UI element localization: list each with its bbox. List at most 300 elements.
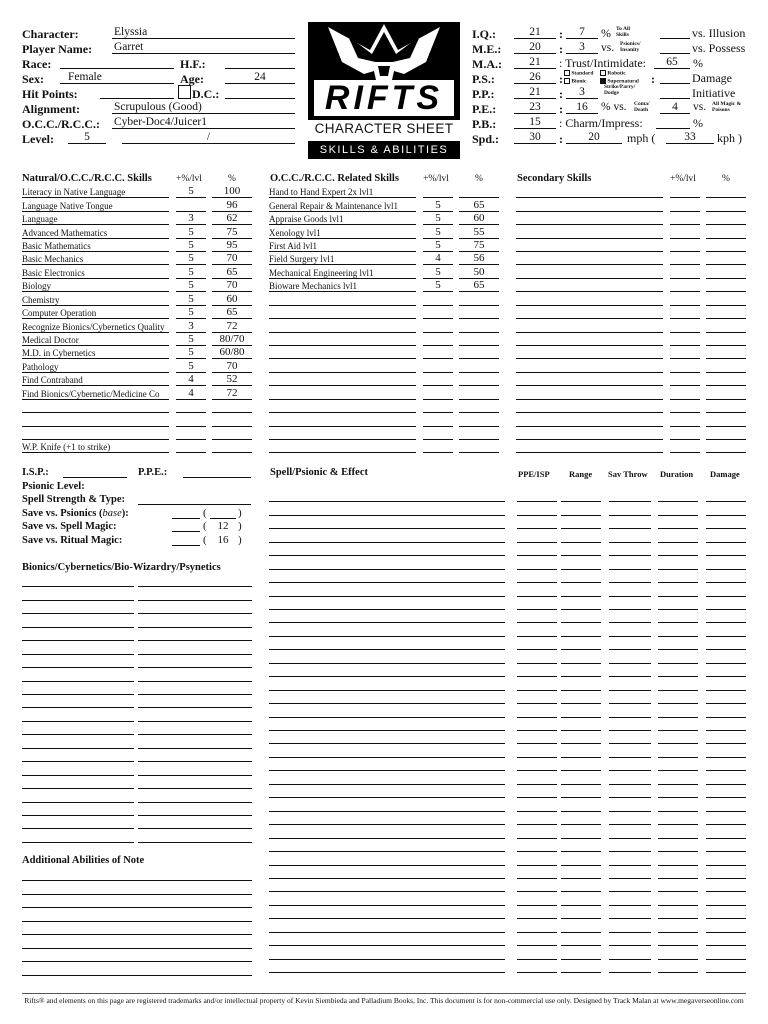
additional-row[interactable]: [22, 868, 252, 881]
occ-skill-row[interactable]: [269, 266, 499, 279]
occ-skill-row[interactable]: [269, 319, 499, 332]
me-right-label: vs. Possess: [692, 41, 746, 55]
me-vs: vs.: [601, 42, 615, 54]
natural-skill-name: Basic Electronics: [22, 267, 85, 278]
player-label: Player Name:: [22, 42, 93, 56]
spd-mph: 20: [588, 131, 600, 143]
natural-skill-pct: 62: [226, 212, 238, 225]
me-value: 20: [529, 41, 541, 53]
spd-label: Spd.:: [472, 132, 500, 146]
spd-mph-label: mph (: [627, 131, 656, 145]
natural-skill-pct: 70: [226, 252, 238, 265]
pe-note: Coma/ Death: [634, 101, 650, 113]
spells-col-duration: Duration: [660, 469, 694, 479]
pe-field[interactable]: [514, 102, 556, 114]
natural-skill-name: Computer Operation: [22, 308, 97, 319]
bionic-row[interactable]: [22, 587, 252, 600]
spell-row[interactable]: [269, 704, 746, 717]
ps-supernatural-option[interactable]: Supernatural: [600, 78, 639, 85]
pe-magic-field[interactable]: [660, 102, 690, 114]
additional-header: Additional Abilities of Note: [22, 855, 145, 866]
spell-row[interactable]: [269, 893, 746, 906]
natural-skill-row[interactable]: [22, 185, 252, 198]
occ-label: O.C.C./R.C.C.:: [22, 117, 100, 131]
occ-skill-pct: 75: [473, 239, 485, 252]
natural-skill-name: Chemistry: [22, 294, 60, 305]
iq-illusion-field[interactable]: [660, 27, 690, 39]
spd-kph-label: kph ): [717, 131, 742, 145]
me-bonus-field[interactable]: [566, 42, 598, 54]
secondary-skill-row[interactable]: [516, 239, 746, 252]
spell-row[interactable]: [269, 543, 746, 556]
natural-skill-lvl: 5: [188, 279, 194, 292]
bionics-header: Bionics/Cybernetics/Bio-Wizardry/Psynetics: [22, 562, 221, 573]
isp-field[interactable]: [63, 466, 127, 478]
natural-skill-pct: 100: [223, 185, 241, 198]
natural-skill-lvl: 4: [188, 386, 194, 399]
bionic-row[interactable]: [22, 695, 252, 708]
spell-row[interactable]: [269, 785, 746, 798]
occ-skills-header: O.C.C./R.C.C. Related Skills: [270, 173, 399, 184]
ma-label: M.A.:: [472, 57, 502, 71]
natural-skill-row[interactable]: [22, 319, 252, 332]
spell-strength-field[interactable]: [138, 493, 251, 505]
bionic-row[interactable]: [22, 614, 252, 627]
iq-note: To All Skills: [616, 26, 631, 38]
spell-row[interactable]: [269, 570, 746, 583]
pp-field[interactable]: [514, 87, 556, 99]
spell-row[interactable]: [269, 516, 746, 529]
secondary-skill-row[interactable]: [516, 198, 746, 211]
occ-skill-row[interactable]: [269, 333, 499, 346]
iq-unit: %: [601, 26, 611, 40]
spell-row[interactable]: [269, 745, 746, 758]
occ-skill-name: Mechanical Engineering lvl1: [269, 267, 374, 278]
bionic-row[interactable]: [22, 789, 252, 802]
ppe-field[interactable]: [183, 466, 251, 478]
additional-row[interactable]: [22, 922, 252, 935]
spell-row[interactable]: [269, 798, 746, 811]
ma-trust-field[interactable]: [654, 57, 690, 69]
spd-kph-field[interactable]: [666, 132, 714, 144]
pe-bonus-field[interactable]: [566, 102, 598, 114]
natural-skill-pct: 70: [226, 359, 238, 372]
pp-initiative-label: Initiative: [692, 86, 736, 100]
occ-skill-pct: 56: [473, 252, 485, 265]
spd-field[interactable]: [514, 132, 556, 144]
bionic-row[interactable]: [22, 722, 252, 735]
ps-field[interactable]: [514, 72, 556, 84]
save-ritual-field[interactable]: [172, 534, 200, 546]
bionic-row[interactable]: [22, 709, 252, 722]
pb-charm-field[interactable]: [656, 117, 690, 129]
occ-skill-row[interactable]: [269, 359, 499, 372]
additional-row[interactable]: [22, 935, 252, 948]
bionic-row[interactable]: [22, 574, 252, 587]
occ-skill-row[interactable]: [269, 212, 499, 225]
secondary-skill-row[interactable]: [516, 279, 746, 292]
spell-row[interactable]: [269, 677, 746, 690]
natural-skill-lvl: 3: [188, 212, 194, 225]
natural-skill-row[interactable]: [22, 292, 252, 305]
dc-label: D.C.:: [192, 87, 220, 101]
secondary-skill-row[interactable]: [516, 319, 746, 332]
occ-skill-name: First Aid lvl1: [269, 241, 318, 252]
secondary-lvl-header: +%/lvl: [670, 174, 696, 184]
secondary-skill-row[interactable]: [516, 440, 746, 453]
save-ritual-value: 16: [217, 534, 229, 546]
occ-skill-name: Xenology lvl1: [269, 227, 321, 238]
occ-skill-lvl: 5: [435, 212, 441, 225]
race-label: Race:: [22, 57, 52, 71]
occ-skill-row[interactable]: [269, 279, 499, 292]
secondary-skill-row[interactable]: [516, 292, 746, 305]
sheet-title: CHARACTER SHEET: [314, 121, 454, 136]
spell-row[interactable]: [269, 597, 746, 610]
iq-bonus-field[interactable]: [566, 27, 598, 39]
spell-row[interactable]: [269, 650, 746, 663]
natural-skill-row[interactable]: [22, 440, 252, 453]
additional-row[interactable]: [22, 881, 252, 894]
iq-field[interactable]: [514, 27, 556, 39]
iq-right-label: vs. Illusion: [692, 26, 746, 40]
sex-field[interactable]: [60, 72, 174, 84]
spell-row[interactable]: [269, 583, 746, 596]
character-label: Character:: [22, 27, 79, 41]
natural-skill-lvl: 5: [188, 225, 194, 238]
natural-skill-name: W.P. Knife (+1 to strike): [22, 442, 111, 453]
natural-skill-name: Language Native Tongue: [22, 200, 113, 211]
occ-skill-row[interactable]: [269, 252, 499, 265]
race-field[interactable]: [60, 57, 174, 69]
natural-skill-pct: 95: [226, 239, 238, 252]
natural-skill-pct: 60: [226, 292, 238, 305]
occ-skill-row[interactable]: [269, 225, 499, 238]
natural-skill-row[interactable]: [22, 386, 252, 399]
spell-row[interactable]: [269, 906, 746, 919]
hf-field[interactable]: [225, 57, 295, 69]
occ-skill-row[interactable]: [269, 386, 499, 399]
character-name: Elyssia: [114, 26, 148, 38]
natural-skill-pct: 75: [226, 225, 238, 238]
pe-label: P.E.:: [472, 102, 497, 116]
bionic-row[interactable]: [22, 762, 252, 775]
secondary-skill-row[interactable]: [516, 252, 746, 265]
natural-skill-name: Advanced Mathematics: [22, 227, 108, 238]
occ-skill-row[interactable]: [269, 292, 499, 305]
spell-row[interactable]: [269, 933, 746, 946]
natural-skill-lvl: 5: [188, 239, 194, 252]
natural-skill-row[interactable]: [22, 427, 252, 440]
natural-skill-row[interactable]: [22, 346, 252, 359]
natural-skill-pct: 72: [226, 319, 238, 332]
occ-skill-name: Field Surgery lvl1: [269, 254, 335, 265]
natural-skills-header: Natural/O.C.C./R.C.C. Skills: [22, 173, 152, 184]
occ-skill-name: General Repair & Maintenance lvl1: [269, 200, 398, 211]
natural-skill-pct: 72: [226, 386, 238, 399]
natural-skill-row[interactable]: [22, 413, 252, 426]
occ-skill-lvl: 5: [435, 198, 441, 211]
occ-skill-lvl: 4: [435, 252, 441, 265]
logo-emblem: [308, 22, 460, 120]
natural-skill-lvl: 3: [188, 319, 194, 332]
spell-row[interactable]: [269, 610, 746, 623]
copyright-footer: Rifts® and elements on this page are registered trademarks and/or intellectual property of Kevin Siembieda and Palladium Books, Inc. This document is for non-commercial use only. Designed by Track Malan at www.megaverseonline.com: [22, 993, 746, 1005]
pb-field[interactable]: [514, 117, 556, 129]
natural-skill-name: Basic Mechanics: [22, 254, 84, 265]
pe-bonus: 16: [576, 101, 588, 113]
character-field[interactable]: [112, 27, 295, 39]
natural-skill-lvl: 5: [188, 306, 194, 319]
save-spell-field[interactable]: [172, 520, 200, 532]
spells-col-ppe: PPE/ISP: [518, 469, 550, 479]
sheet-subtitle: SKILLS & ABILITIES: [308, 141, 460, 159]
age-field[interactable]: [225, 72, 295, 84]
secondary-skill-row[interactable]: [516, 346, 746, 359]
pe-note2: All Magic & Poisons: [712, 101, 742, 113]
spells-header: Spell/Psionic & Effect: [270, 467, 368, 478]
secondary-skill-row[interactable]: [516, 373, 746, 386]
occ-skill-row[interactable]: [269, 346, 499, 359]
ma-trust-label: : Trust/Intimidate:: [559, 56, 647, 70]
sdc-checkbox[interactable]: [178, 85, 191, 99]
spd-value: 30: [529, 131, 541, 143]
natural-skill-row[interactable]: [22, 306, 252, 319]
occ-skill-row[interactable]: [269, 198, 499, 211]
ps-bionic-option[interactable]: Bionic: [564, 78, 586, 85]
spell-row[interactable]: [269, 502, 746, 515]
natural-skill-name: M.D. in Cybernetics: [22, 348, 96, 359]
hf-label: H.F.:: [180, 57, 206, 71]
additional-row[interactable]: [22, 962, 252, 975]
occ-value: Cyber-Doc4/Juicer1: [114, 116, 208, 128]
ma-value: 21: [529, 56, 541, 68]
pe-unit: % vs.: [601, 101, 627, 113]
occ-skill-row[interactable]: [269, 185, 499, 198]
pe-vs2: vs.: [693, 101, 707, 113]
pp-bonus-field[interactable]: [566, 87, 598, 99]
ppe-label: P.P.E.:: [138, 467, 168, 478]
natural-skill-row[interactable]: [22, 359, 252, 372]
additional-row[interactable]: [22, 908, 252, 921]
secondary-skill-row[interactable]: [516, 225, 746, 238]
spell-row[interactable]: [269, 758, 746, 771]
natural-skill-pct: 60/80: [219, 346, 245, 359]
secondary-skill-row[interactable]: [516, 427, 746, 440]
natural-skill-pct: 80/70: [219, 333, 245, 345]
secondary-skill-row[interactable]: [516, 386, 746, 399]
secondary-pct-header: %: [722, 174, 730, 184]
player-field[interactable]: [112, 42, 295, 54]
bionic-row[interactable]: [22, 655, 252, 668]
sex-value: Female: [68, 71, 102, 83]
bionic-row[interactable]: [22, 735, 252, 748]
bionic-row[interactable]: [22, 601, 252, 614]
secondary-skill-row[interactable]: [516, 359, 746, 372]
occ-skill-row[interactable]: [269, 413, 499, 426]
occ-skill-pct: 60: [473, 212, 485, 225]
spell-row[interactable]: [269, 919, 746, 932]
occ-field[interactable]: [112, 117, 295, 129]
occ-skill-row[interactable]: [269, 306, 499, 319]
natural-skill-row[interactable]: [22, 333, 252, 346]
bionic-row[interactable]: [22, 682, 252, 695]
occ-skill-row[interactable]: [269, 373, 499, 386]
save-psionics-label: Save vs. Psionics (base):: [22, 508, 129, 519]
me-label: M.E.:: [472, 42, 502, 56]
natural-skill-name: Find Bionics/Cybernetic/Medicine Co: [22, 388, 160, 399]
save-spell-label: Save vs. Spell Magic:: [22, 521, 117, 532]
secondary-skills-header: Secondary Skills: [517, 173, 592, 184]
spell-row[interactable]: [269, 624, 746, 637]
natural-skill-lvl: 5: [188, 252, 194, 265]
natural-skill-row[interactable]: [22, 212, 252, 225]
alignment-value: Scrupulous (Good): [114, 101, 202, 113]
occ-skill-lvl: 5: [435, 225, 441, 238]
bionic-row[interactable]: [22, 776, 252, 789]
natural-skill-name: Biology: [22, 281, 52, 292]
natural-skill-pct: 65: [226, 306, 238, 319]
spell-row[interactable]: [269, 946, 746, 959]
natural-skill-name: Medical Doctor: [22, 335, 79, 345]
occ-skill-pct: 65: [473, 279, 485, 292]
natural-skill-lvl: 5: [188, 359, 194, 372]
ma-trust-value: 65: [666, 56, 678, 68]
save-psionics-field[interactable]: [172, 507, 200, 519]
additional-row[interactable]: [22, 895, 252, 908]
occ-skill-lvl: 5: [435, 265, 441, 278]
occ-skill-row[interactable]: [269, 440, 499, 453]
natural-skill-row[interactable]: [22, 373, 252, 386]
spell-row[interactable]: [269, 825, 746, 838]
secondary-skill-row[interactable]: [516, 266, 746, 279]
pb-charm-label: : Charm/Impress:: [559, 116, 643, 130]
me-possess-field[interactable]: [660, 42, 690, 54]
occ-skill-pct: 55: [473, 225, 485, 238]
iq-bonus: 7: [579, 26, 585, 38]
natural-skill-pct: 65: [226, 265, 238, 278]
ps-value: 26: [529, 71, 541, 83]
level-field[interactable]: [68, 132, 106, 144]
level-separator: /: [206, 131, 211, 143]
spell-row[interactable]: [269, 866, 746, 879]
isp-label: I.S.P.:: [22, 467, 49, 478]
level-secondary-field[interactable]: [122, 132, 295, 144]
natural-skill-row[interactable]: [22, 239, 252, 252]
spell-row[interactable]: [269, 879, 746, 892]
natural-skill-row[interactable]: [22, 198, 252, 211]
spell-row[interactable]: [269, 960, 746, 973]
bionic-row[interactable]: [22, 803, 252, 816]
player-name: Garret: [114, 41, 144, 53]
spell-row[interactable]: [269, 839, 746, 852]
spell-row[interactable]: [269, 637, 746, 650]
secondary-skill-row[interactable]: [516, 185, 746, 198]
occ-skill-pct: 50: [473, 265, 485, 278]
natural-skill-pct: 96: [226, 198, 238, 211]
bionic-row[interactable]: [22, 816, 252, 829]
ps-damage-field[interactable]: [660, 72, 690, 84]
natural-skill-row[interactable]: [22, 266, 252, 279]
secondary-skill-row[interactable]: [516, 333, 746, 346]
bionic-row[interactable]: [22, 830, 252, 843]
bionic-row[interactable]: [22, 749, 252, 762]
spell-row[interactable]: [269, 852, 746, 865]
age-label: Age:: [180, 72, 204, 86]
natural-skill-pct: 70: [226, 279, 238, 292]
spell-row[interactable]: [269, 556, 746, 569]
secondary-skill-row[interactable]: [516, 306, 746, 319]
occ-skill-name: Appraise Goods lvl1: [269, 214, 344, 225]
secondary-skill-row[interactable]: [516, 400, 746, 413]
natural-pct-header: %: [228, 174, 236, 184]
spd-kph: 33: [684, 131, 696, 143]
natural-skill-row[interactable]: [22, 225, 252, 238]
spell-row[interactable]: [269, 718, 746, 731]
natural-skill-lvl: 5: [188, 292, 194, 305]
natural-skill-lvl: 5: [188, 333, 194, 345]
iq-label: I.Q.:: [472, 27, 496, 41]
save-psionics-paren-field[interactable]: [210, 507, 236, 519]
natural-skill-row[interactable]: [22, 400, 252, 413]
secondary-skill-row[interactable]: [516, 413, 746, 426]
spells-col-save: Sav Throw: [608, 469, 648, 479]
spell-row[interactable]: [269, 691, 746, 704]
spd-mph-field[interactable]: [566, 132, 622, 144]
bionic-row[interactable]: [22, 668, 252, 681]
natural-skill-name: Recognize Bionics/Cybernetics Quality: [22, 321, 165, 332]
dc-field[interactable]: [225, 87, 295, 99]
secondary-skill-row[interactable]: [516, 212, 746, 225]
natural-skill-row[interactable]: [22, 252, 252, 265]
ma-field[interactable]: [514, 57, 556, 69]
pb-value: 15: [529, 116, 541, 128]
spell-row[interactable]: [269, 812, 746, 825]
pp-initiative-field[interactable]: [660, 87, 690, 99]
me-field[interactable]: [514, 42, 556, 54]
additional-row[interactable]: [22, 949, 252, 962]
pp-value: 21: [529, 86, 541, 98]
spell-row[interactable]: [269, 664, 746, 677]
occ-skill-row[interactable]: [269, 427, 499, 440]
ps-label: P.S.:: [472, 72, 495, 86]
ps-standard-option[interactable]: Standard: [564, 70, 593, 77]
natural-skill-row[interactable]: [22, 279, 252, 292]
occ-skill-row[interactable]: [269, 239, 499, 252]
spell-row[interactable]: [269, 529, 746, 542]
bionic-row[interactable]: [22, 628, 252, 641]
occ-skill-row[interactable]: [269, 400, 499, 413]
spell-row[interactable]: [269, 489, 746, 502]
natural-skill-lvl: 5: [188, 346, 194, 359]
level-value: 5: [84, 131, 90, 143]
spell-row[interactable]: [269, 771, 746, 784]
occ-skill-name: Hand to Hand Expert 2x lvl1: [269, 187, 374, 198]
ps-robotic-option[interactable]: Robotic: [600, 70, 626, 77]
occ-skill-pct: 65: [473, 198, 485, 211]
natural-skill-lvl: 4: [188, 373, 194, 386]
me-note: Psionics/ Insanity: [620, 41, 641, 53]
bionic-row[interactable]: [22, 641, 252, 654]
hit-points-field[interactable]: [100, 87, 174, 99]
level-label: Level:: [22, 132, 54, 146]
pe-magic-bonus: 4: [672, 101, 678, 113]
ps-damage-label: Damage: [692, 71, 732, 85]
spell-strength-label: Spell Strength & Type:: [22, 494, 125, 505]
alignment-field[interactable]: [112, 102, 295, 114]
spell-row[interactable]: [269, 731, 746, 744]
occ-skill-lvl: 5: [435, 239, 441, 252]
